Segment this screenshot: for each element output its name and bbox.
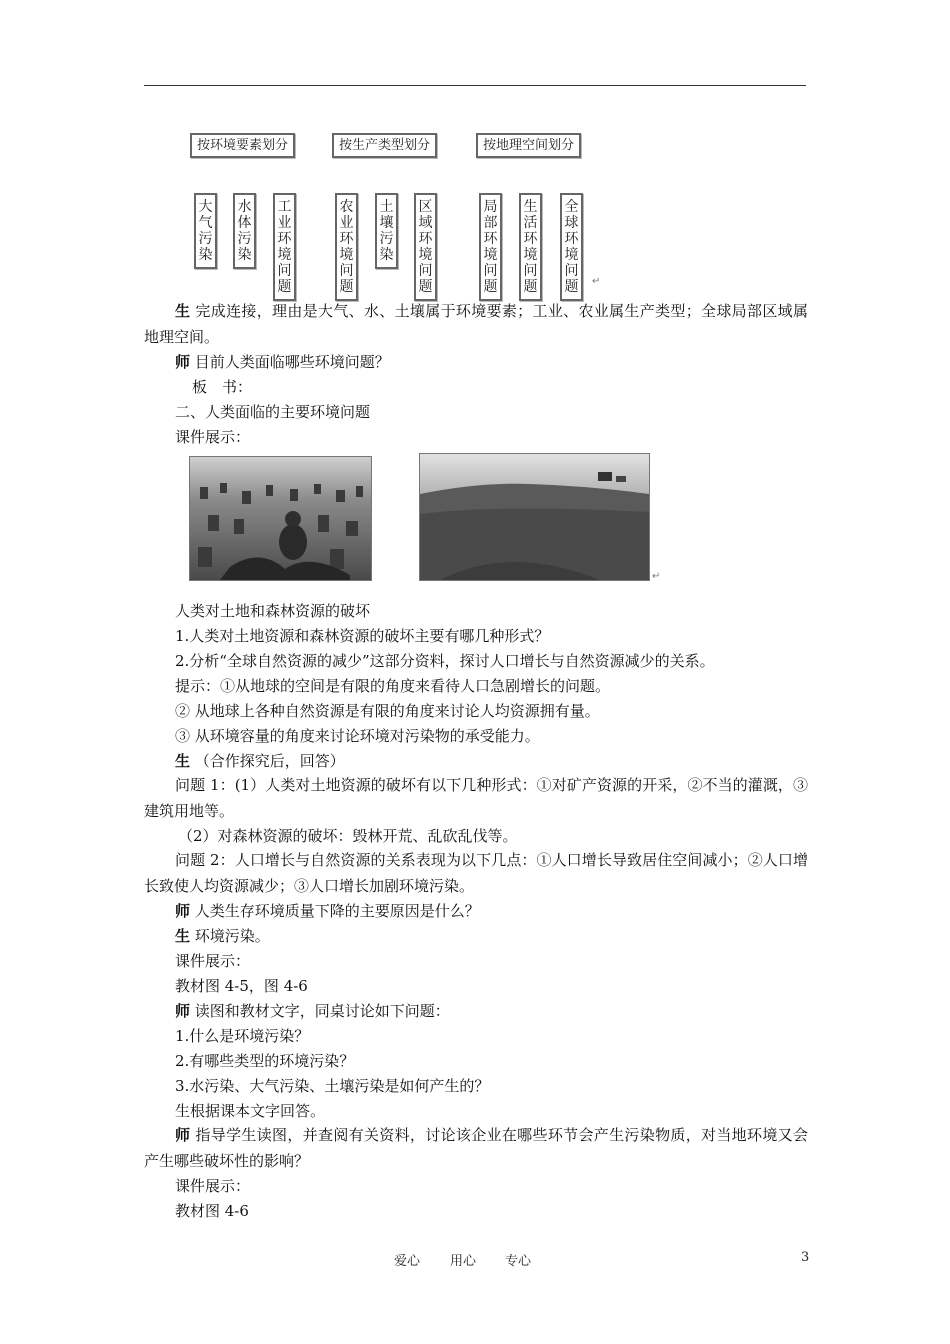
footer-motto-3: 专心 bbox=[505, 1254, 532, 1269]
board-label: 板 书： bbox=[192, 378, 253, 396]
answer-2: 问题 2：人口增长与自然资源的关系表现为以下几点：①人口增长导致居住空间减小；②人口增长致使人均资源减少；③人口增长加剧环境污染。 bbox=[144, 851, 808, 895]
speaker-label: 师 bbox=[175, 902, 191, 920]
category-box-production: 按生产类型划分 bbox=[332, 133, 437, 158]
photo-mining-site bbox=[419, 453, 650, 581]
courseware-label: 课件展示： bbox=[175, 952, 251, 970]
hint-1: 提示：①从地球的空间是有限的角度来看待人口急剧增长的问题。 bbox=[175, 677, 611, 695]
photo-land-destruction bbox=[189, 456, 372, 581]
answer-1b: （2）对森林资源的破坏：毁林开荒、乱砍乱伐等。 bbox=[178, 827, 518, 845]
figure-reference: 教材图 4-6 bbox=[175, 1202, 249, 1220]
courseware-label: 课件展示： bbox=[175, 428, 251, 446]
courseware-label: 课件展示： bbox=[175, 1177, 251, 1195]
speaker-label: 师 bbox=[175, 1126, 191, 1144]
line-student-cooperate bbox=[175, 751, 345, 771]
student-answer-line: 生根据课本文字回答。 bbox=[175, 1102, 326, 1120]
paragraph-teacher-guide bbox=[144, 1122, 808, 1174]
category-box-geography: 按地理空间划分 bbox=[476, 133, 581, 158]
discussion-question-2: 2.有哪些类型的环境污染？ bbox=[175, 1052, 355, 1070]
discussion-question-1: 1.什么是环境污染？ bbox=[175, 1027, 310, 1045]
speaker-label: 生 bbox=[175, 927, 191, 945]
answer-1: 问题 1：(1）人类对土地资源的破坏有以下几种形式：①对矿产资源的开采，②不当的灌溉，③建筑用地等。 bbox=[144, 776, 808, 820]
line-teacher-discuss bbox=[175, 1001, 450, 1021]
line-teacher-cause bbox=[175, 901, 480, 921]
item-box-water-pollution: 水 体 污 染 bbox=[233, 193, 256, 269]
footer-motto-1: 爱心 bbox=[394, 1254, 421, 1269]
line-text: 人类生存环境质量下降的主要原因是什么？ bbox=[194, 902, 480, 920]
item-box-air-pollution: 大 气 污 染 bbox=[194, 193, 217, 269]
item-box-living: 生 活 环 境 问 题 bbox=[519, 193, 542, 301]
item-box-regional: 区 域 环 境 问 题 bbox=[414, 193, 437, 301]
speaker-label: 生 bbox=[175, 752, 191, 770]
paragraph-text: 完成连接，理由是大气、水、土壤属于环境要素；工业、农业属生产类型；全球局部区域属地理空间。 bbox=[144, 302, 808, 346]
item-box-industrial: 工 业 环 境 问 题 bbox=[273, 193, 296, 301]
footer-motto-2: 用心 bbox=[450, 1254, 477, 1269]
photo-caption: 人类对土地和森林资源的破坏 bbox=[175, 602, 371, 620]
line-text: 读图和教材文字，同桌讨论如下问题： bbox=[194, 1002, 450, 1020]
category-box-elements: 按环境要素划分 bbox=[190, 133, 295, 158]
question-2: 2.分析“全球自然资源的减少”这部分资料，探讨人口增长与自然资源减少的关系。 bbox=[175, 652, 715, 670]
line-text: 环境污染。 bbox=[194, 927, 270, 945]
return-mark-icon: ↵ bbox=[592, 276, 601, 287]
item-box-global: 全 球 环 境 问 题 bbox=[560, 193, 583, 301]
speaker-label: 师 bbox=[175, 1002, 191, 1020]
question-1: 1.人类对土地资源和森林资源的破坏主要有哪几种形式？ bbox=[175, 627, 550, 645]
paragraph-text: 指导学生读图，并查阅有关资料，讨论该企业在哪些环节会产生污染物质，对当地环境又会产生哪些破坏性的影响？ bbox=[144, 1126, 808, 1170]
line-text: 目前人类面临哪些环境问题？ bbox=[194, 353, 390, 371]
paragraph-student-connect bbox=[144, 298, 808, 350]
section-heading: 二、人类面临的主要环境问题 bbox=[175, 403, 371, 421]
hint-2: ② 从地球上各种自然资源是有限的角度来讨论人均资源拥有量。 bbox=[175, 702, 600, 720]
speaker-label: 师 bbox=[175, 353, 191, 371]
return-mark-icon: ↵ bbox=[652, 571, 661, 582]
hint-3: ③ 从环境容量的角度来讨论环境对污染物的承受能力。 bbox=[175, 727, 540, 745]
stumps-photo-image bbox=[190, 457, 371, 580]
item-box-soil-pollution: 土 壤 污 染 bbox=[375, 193, 398, 269]
mining-photo-image bbox=[420, 454, 649, 580]
line-student-pollution bbox=[175, 926, 270, 946]
header-rule bbox=[144, 85, 806, 86]
line-text: （合作探究后，回答） bbox=[194, 752, 345, 770]
item-box-local: 局 部 环 境 问 题 bbox=[479, 193, 502, 301]
item-box-agricultural: 农 业 环 境 问 题 bbox=[335, 193, 358, 301]
line-teacher-question bbox=[175, 352, 390, 372]
discussion-question-3: 3.水污染、大气污染、土壤污染是如何产生的？ bbox=[175, 1077, 490, 1095]
page-number: 3 bbox=[801, 1250, 810, 1265]
speaker-label: 生 bbox=[175, 302, 191, 320]
figure-reference: 教材图 4-5，图 4-6 bbox=[175, 977, 308, 995]
